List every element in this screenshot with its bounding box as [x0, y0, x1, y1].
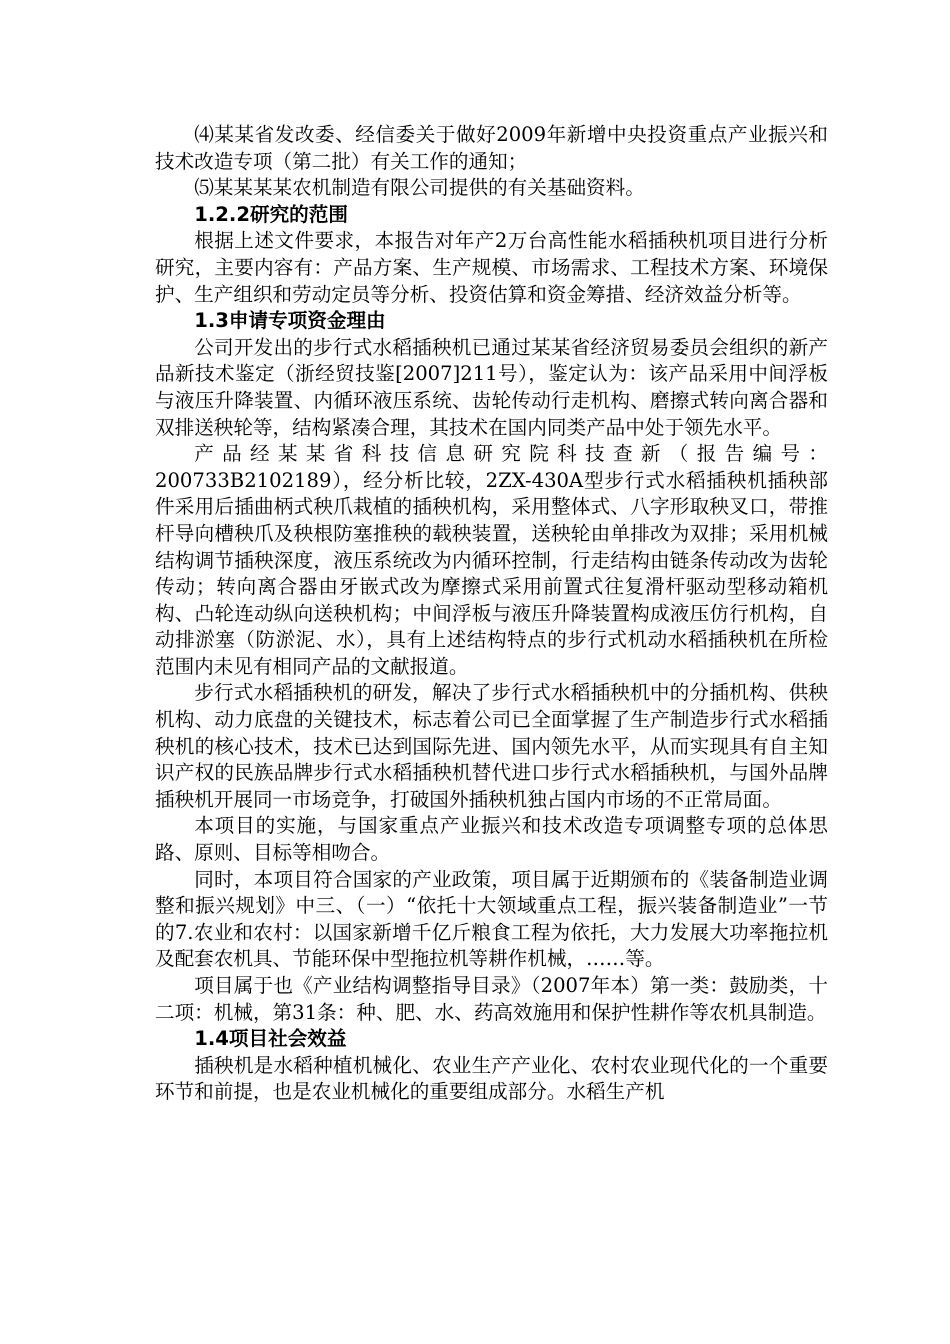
reason-paragraph-6: 项目属于也《产业结构调整指导目录》（2007年本）第一类：鼓励类，十二项：机械，第31条：种、肥、水、药高效施用和保护性耕作等农机具制造。: [155, 974, 828, 1024]
benefit-paragraph-1: 插秧机是水稻种植机械化、农业生产产业化、农村农业现代化的一个重要环节和前提，也是农业机械化的重要组成部分。水稻生产机: [155, 1053, 828, 1104]
reason-paragraph-1: 公司开发出的步行式水稻插秧机已通过某某省经济贸易委员会组织的新产品新技术鉴定（浙经贸技鉴[2007]211号），鉴定认为：该产品采用中间浮板与液压升降装置、内循环液压系统、齿轮传动行走机构、磨擦式转向离合器和双排送秧轮等，结构紧凑合理，其技术在国内同类产品中处于领先水平。: [155, 335, 828, 439]
document-page: [155, 122, 828, 1106]
scope-paragraph: 根据上述文件要求，本报告对年产2万台高性能水稻插秧机项目进行分析研究，主要内容有：产品方案、生产规模、市场需求、工程技术方案、环境保护、生产组织和劳动定员等分析、投资估算和资金筹措、经济效益分析等。: [155, 229, 828, 306]
reason-paragraph-4: 本项目的实施，与国家重点产业振兴和技术改造专项调整专项的总体思路、原则、目标等相吻合。: [155, 814, 828, 865]
reason-paragraph-5: 同时，本项目符合国家的产业政策，项目属于近期颁布的《装备制造业调整和振兴规划》中三、（一）“依托十大领域重点工程，振兴装备制造业”一节的7.农业和农村：以国家新增千亿斤粮食工程为依托，大力发展大功率拖拉机及配套农机具、节能环保中型拖拉机等耕作机械，……等。: [155, 867, 828, 971]
section-heading-1-4: 1.4项目社会效益: [194, 1027, 347, 1051]
reason-paragraph-2: 产品经某某省科技信息研究院科技查新（报告编号：200733B2102189），经分析比较，2ZX-430A型步行式水稻插秧机插秧部件采用后插曲柄式秧爪栽植的插秧机构，采用整体式、八字形取秧叉口，带推杆导向槽秧爪及秧根防塞推秧的载秧装置，送秧轮由单排改为双排；采用机械结构调节插秧深度，液压系统改为内循环控制，行走结构由链条传动改为齿轮传动；转向离合器由牙嵌式改为摩擦式采用前置式往复滑杆驱动型移动箱机构、凸轮连动纵向送秧机构；中间浮板与液压升降装置构成液压仿行机构，自动排淤塞（防淤泥、水），具有上述结构特点的步行式机动水稻插秧机在所检范围内未见有相同产品的文献报道。: [155, 442, 828, 678]
reference-item-5: ⑸某某某某农机制造有限公司提供的有关基础资料。: [194, 176, 645, 200]
section-heading-1-3: 1.3申请专项资金理由: [194, 309, 386, 333]
reason-paragraph-3: 步行式水稻插秧机的研发，解决了步行式水稻插秧机中的分插机构、供秧机构、动力底盘的关键技术，标志着公司已全面掌握了生产制造步行式水稻插秧机的核心技术，技术已达到国际先进、国内领先水平，从而实现具有自主知识产权的民族品牌步行式水稻插秧机替代进口步行式水稻插秧机，与国外品牌插秧机开展同一市场竞争，打破国外插秧机独占国内市场的不正常局面。: [155, 681, 828, 811]
section-heading-1-2-2: 1.2.2研究的范围: [194, 202, 348, 226]
reference-item-4: ⑷某某省发改委、经信委关于做好2009年新增中央投资重点产业振兴和技术改造专项（第二批）有关工作的通知；: [155, 123, 828, 173]
